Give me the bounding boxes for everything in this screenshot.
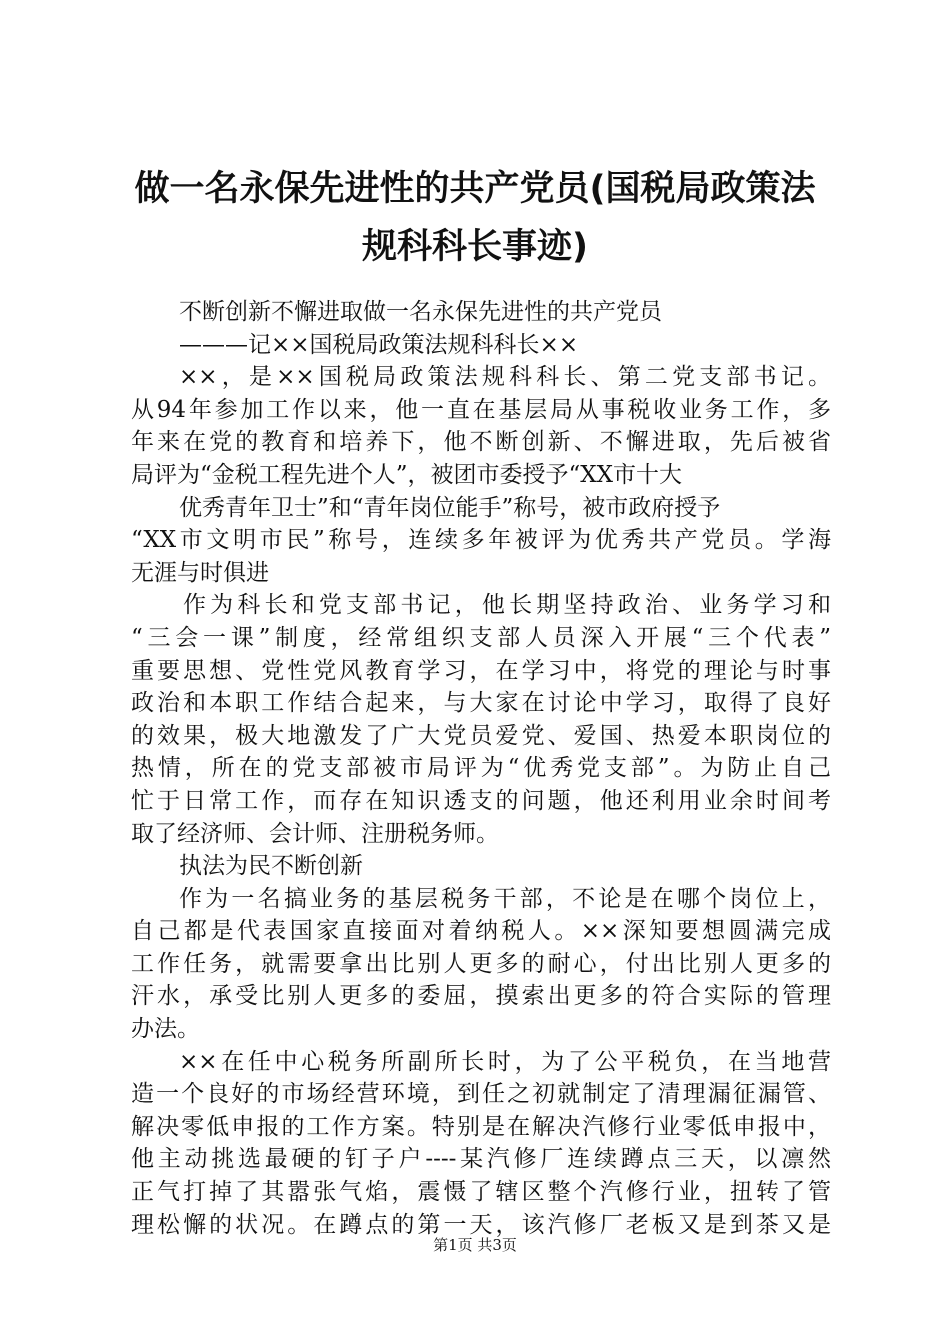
body-line: 他主动挑选最硬的钉子户----某汽修厂连续蹲点三天，以凛然	[131, 1146, 831, 1173]
body-line: 作为一名搞业务的基层税务干部，不论是在哪个岗位上，	[179, 885, 831, 912]
page-footer: 第1页 共3页	[433, 1236, 517, 1254]
body-line: ———记××国税局政策法规科科长××	[179, 331, 579, 358]
body-line: 执法为民不断创新	[179, 853, 363, 880]
body-line: 办法。	[131, 1016, 200, 1043]
body-line: 忙于日常工作，而存在知识透支的问题，他还利用业余时间考	[131, 787, 831, 814]
body-line: 作为科长和党支部书记，他长期坚持政治、业务学习和	[183, 592, 831, 619]
body-line: ××，是××国税局政策法规科科长、第二党支部书记。	[179, 364, 831, 391]
body-line: ××在任中心税务所副所长时，为了公平税负，在当地营	[179, 1048, 831, 1075]
body-line: 从94年参加工作以来，他一直在基层局从事税收业务工作，多	[131, 396, 831, 423]
body-line: 的效果，极大地激发了广大党员爱党、爱国、热爱本职岗位的	[131, 722, 831, 749]
body-line: 工作任务，就需要拿出比别人更多的耐心，付出比别人更多的	[131, 950, 831, 977]
body-line: 不断创新不懈进取做一名永保先进性的共产党员	[179, 299, 662, 325]
body-line: 优秀青年卫士”和“青年岗位能手”称号，被市政府授予	[179, 494, 721, 521]
body-line: 解决零低申报的工作方案。特别是在解决汽修行业零低申报中，	[131, 1113, 831, 1140]
body-line: 汗水，承受比别人更多的委屈，摸索出更多的符合实际的管理	[131, 983, 831, 1010]
body-line: 无涯与时俱进	[131, 559, 269, 586]
body-line: “三会一课”制度，经常组织支部人员深入开展“三个代表”	[131, 624, 831, 651]
body-line: 造一个良好的市场经营环境，到任之初就制定了清理漏征漏管、	[131, 1081, 831, 1108]
body-line: 热情，所在的党支部被市局评为“优秀党支部”。为防止自己	[131, 755, 831, 782]
title-line-1: 做一名永保先进性的共产党员(国税局政策法	[134, 169, 816, 209]
body-line: 正气打掉了其嚣张气焰，震慑了辖区整个汽修行业，扭转了管	[131, 1179, 831, 1206]
body-line: 重要思想、党性党风教育学习，在学习中，将党的理论与时事	[131, 657, 831, 684]
body-line: 理松懈的状况。在蹲点的第一天，该汽修厂老板又是到茶又是	[131, 1211, 831, 1238]
body-line: “XX市文明市民”称号，连续多年被评为优秀共产党员。学海	[131, 527, 831, 554]
body-line: 政治和本职工作结合起来，与大家在讨论中学习，取得了良好	[131, 690, 831, 717]
title-line-2: 规科科长事迹)	[362, 227, 588, 267]
body-line: 局评为“金税工程先进个人”，被团市委授予“XX市十大	[131, 461, 683, 488]
body-line: 取了经济师、会计师、注册税务师。	[131, 820, 499, 847]
body-line: 自己都是代表国家直接面对着纳税人。××深知要想圆满完成	[131, 918, 831, 945]
body-line: 年来在党的教育和培养下，他不断创新、不懈进取，先后被省	[131, 429, 831, 456]
document-title	[120, 160, 830, 276]
document-body	[131, 296, 831, 1241]
